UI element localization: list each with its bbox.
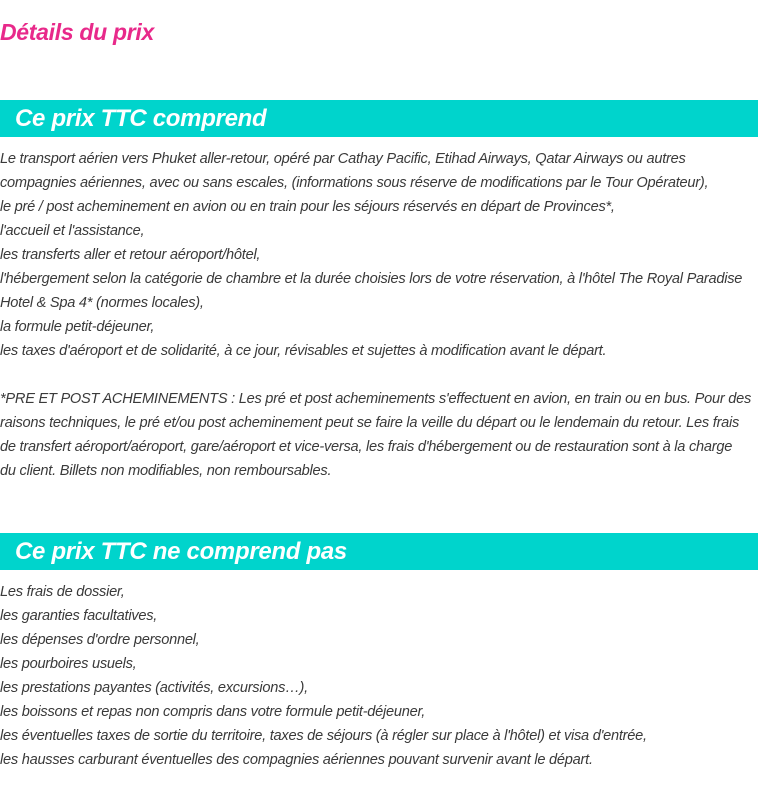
acheminement-note-line: de transfert aéroport/aéroport, gare/aéroport et vice-versa, les frais d'hébergement ou de restauration sont à la charge (0, 439, 733, 455)
included-item: l'hébergement selon la catégorie de chambre et la durée choisies lors de votre réservation, à l'hôtel The Royal Paradise (0, 271, 743, 287)
excluded-item: les boissons et repas non compris dans votre formule petit-déjeuner, (0, 704, 426, 720)
acheminement-note-line: raisons techniques, le pré et/ou post acheminement peut se faire la veille du départ ou le lendemain du retour. Les frais (0, 415, 740, 431)
excluded-heading: Ce prix TTC ne comprend pas (15, 538, 347, 565)
included-item: l'accueil et l'assistance, (0, 223, 145, 239)
excluded-item: les garanties facultatives, (0, 608, 158, 624)
included-heading: Ce prix TTC comprend (15, 105, 267, 132)
page-title: Détails du prix (0, 19, 154, 45)
excluded-item: les éventuelles taxes de sortie du territoire, taxes de séjours (à régler sur place à l'hôtel) et visa d'entrée, (0, 728, 647, 744)
included-item: la formule petit-déjeuner, (0, 319, 155, 335)
included-item: les taxes d'aéroport et de solidarité, à ce jour, révisables et sujettes à modification avant le départ. (0, 343, 607, 359)
included-item: les transferts aller et retour aéroport/hôtel, (0, 247, 261, 263)
excluded-list (0, 580, 758, 772)
acheminement-note-line: du client. Billets non modifiables, non remboursables. (0, 463, 332, 479)
acheminement-note-line: *PRE ET POST ACHEMINEMENTS : Les pré et post acheminements s'effectuent en avion, en train ou en bus. Pour des (0, 391, 752, 407)
included-item: compagnies aériennes, avec ou sans escales, (informations sous réserve de modifications par le Tour Opérateur), (0, 175, 709, 191)
included-item: Le transport aérien vers Phuket aller-retour, opéré par Cathay Pacific, Etihad Airways, Qatar Airways ou autres (0, 151, 686, 167)
included-section-header (0, 100, 758, 137)
included-item: le pré / post acheminement en avion ou en train pour les séjours réservés en départ de Provinces*, (0, 199, 615, 215)
spacer (0, 363, 758, 387)
excluded-item: Les frais de dossier, (0, 584, 125, 600)
excluded-item: les dépenses d'ordre personnel, (0, 632, 200, 648)
excluded-item: les pourboires usuels, (0, 656, 137, 672)
included-list (0, 147, 758, 483)
excluded-item: les prestations payantes (activités, excursions…), (0, 680, 308, 696)
included-item: Hotel & Spa 4* (normes locales), (0, 295, 204, 311)
excluded-item: les hausses carburant éventuelles des compagnies aériennes pouvant survenir avant le départ. (0, 752, 593, 768)
excluded-section-header (0, 533, 758, 570)
